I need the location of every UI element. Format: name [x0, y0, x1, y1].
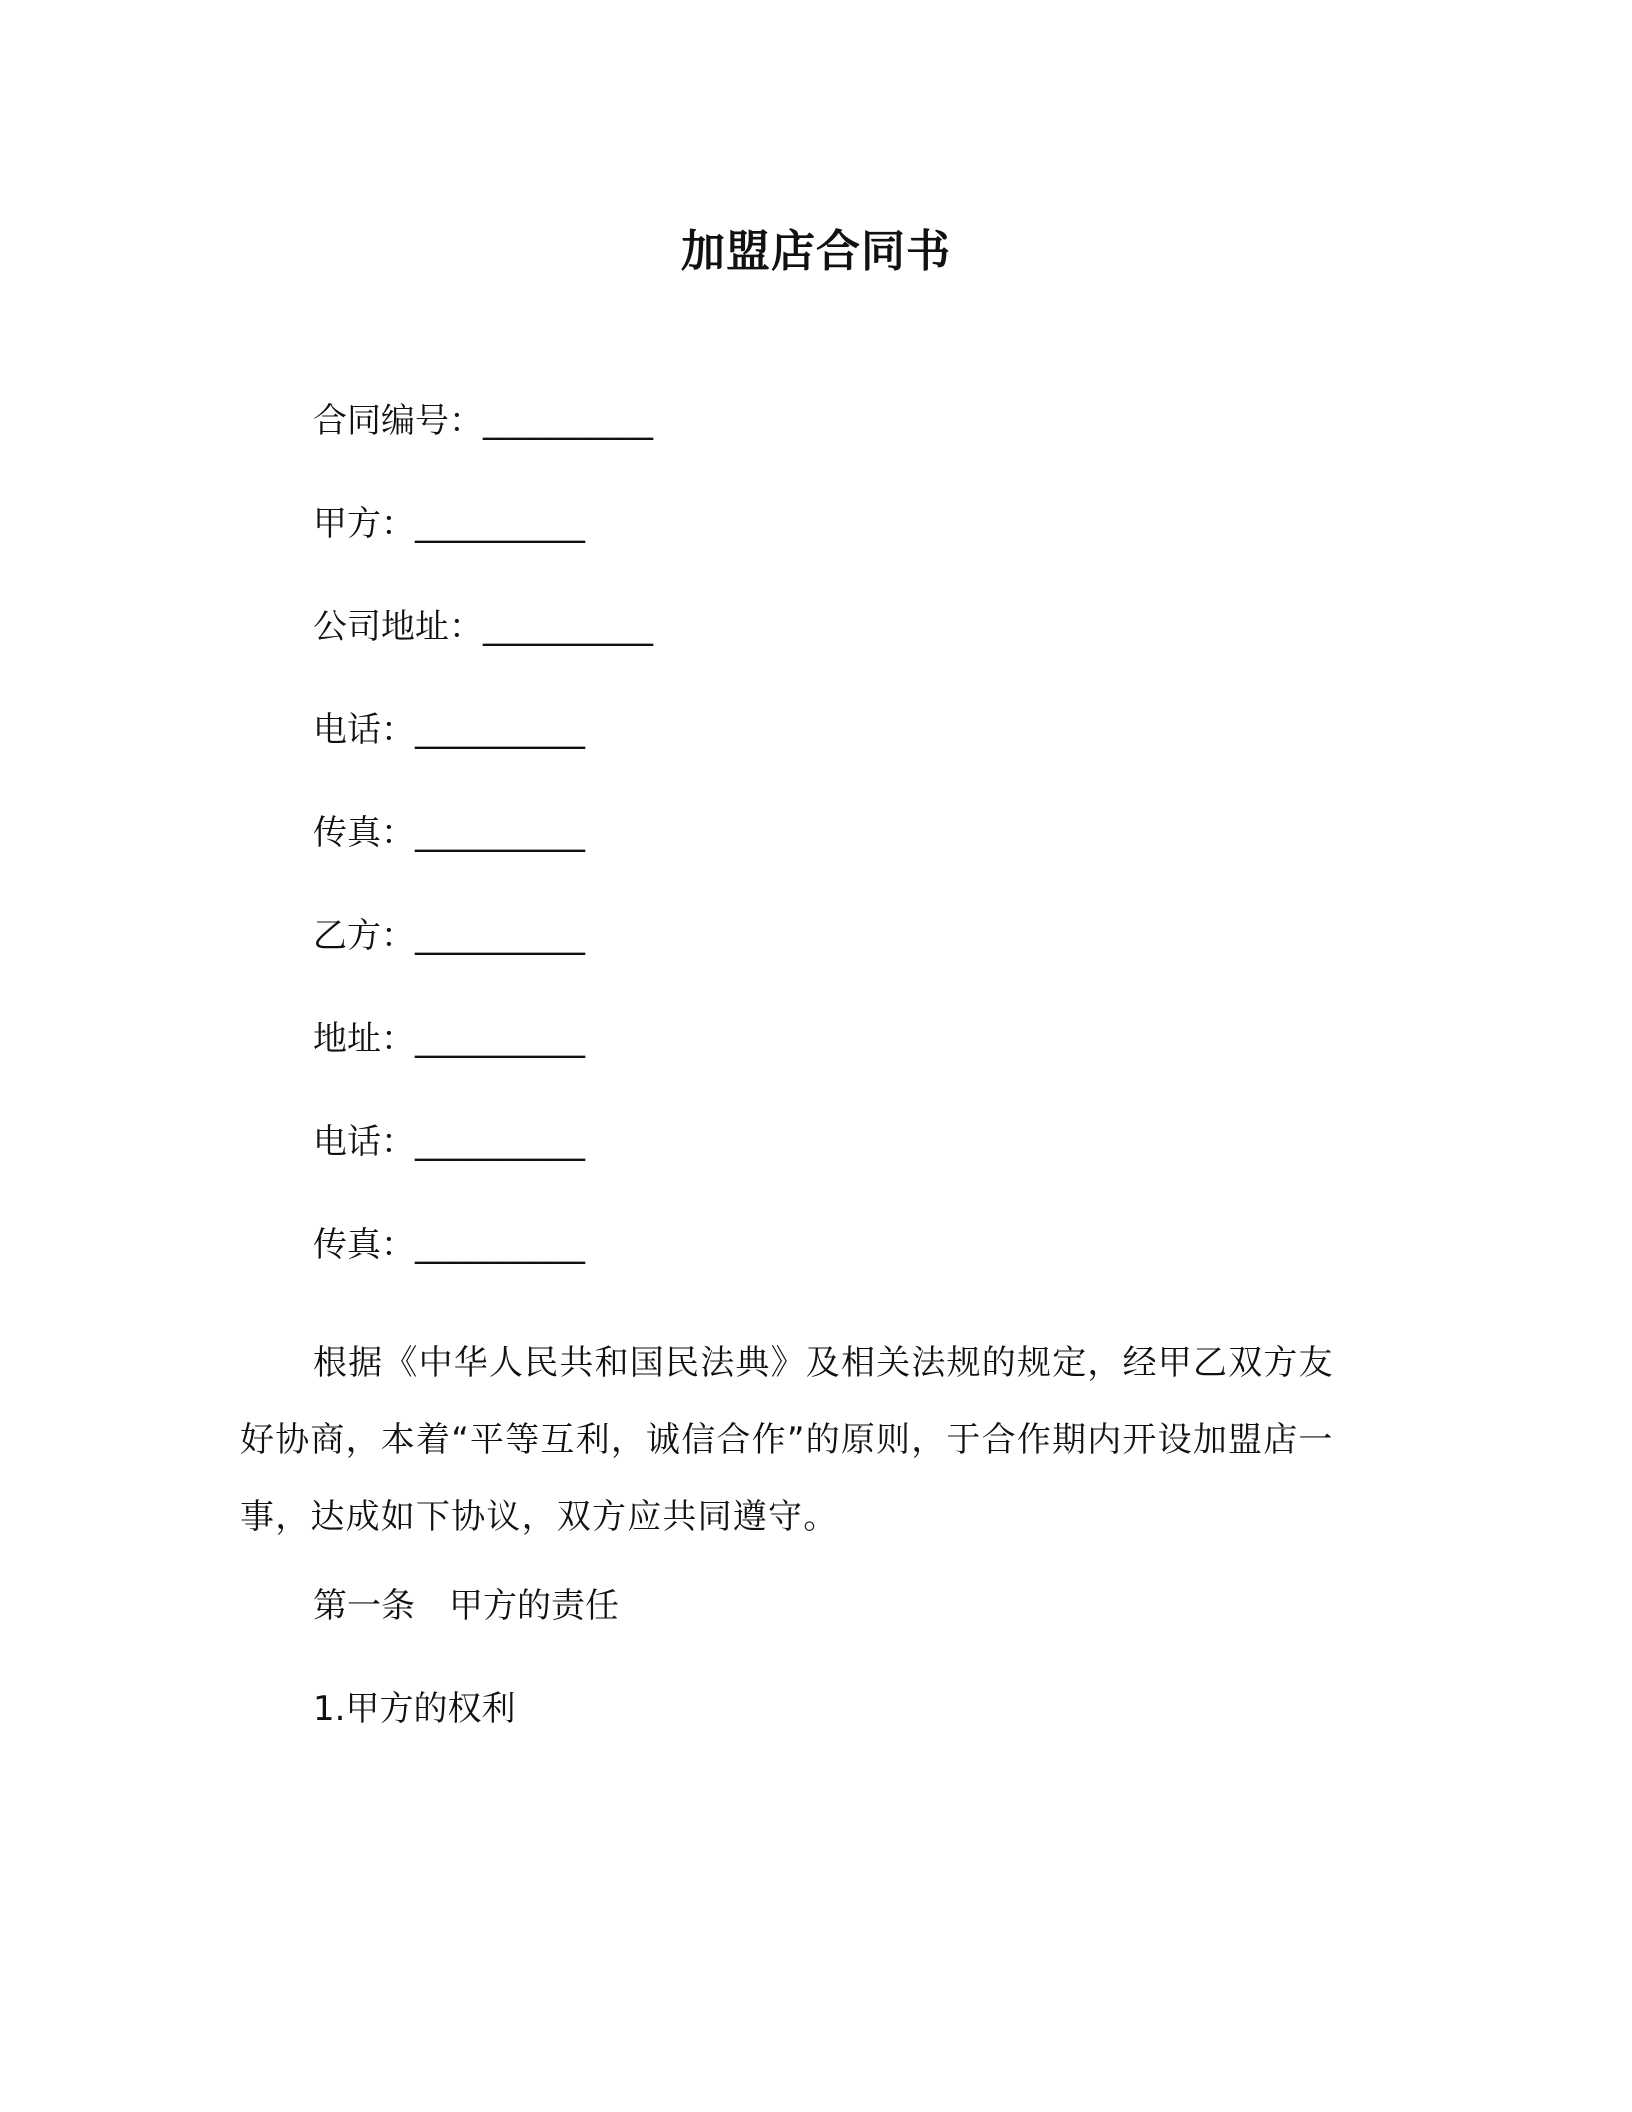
party-b-fax-field	[313, 1222, 585, 1268]
party-a-phone-field	[313, 707, 585, 753]
document-title: 加盟店合同书	[681, 226, 951, 277]
field-label: 电话：	[313, 1122, 415, 1162]
field-blank: __________	[415, 710, 585, 750]
field-label: 电话：	[313, 710, 415, 750]
field-blank: __________	[415, 916, 585, 956]
article-1-item-1: 1.甲方的权利	[313, 1689, 516, 1729]
party-a-field	[313, 501, 585, 547]
field-label: 公司地址：	[313, 607, 483, 647]
article-1-heading: 第一条 甲方的责任	[313, 1586, 619, 1626]
preamble-paragraph: 根据《中华人民共和国民法典》及相关法规的规定，经甲乙双方友好协商，本着“平等互利，诚信合作”的原则，于合作期内开设加盟店一事，达成如下协议，双方应共同遵守。	[240, 1343, 1334, 1537]
field-label: 传真：	[313, 1225, 415, 1265]
field-blank: __________	[415, 504, 585, 544]
party-b-address-field	[313, 1016, 585, 1062]
field-blank: __________	[415, 813, 585, 853]
field-blank: __________	[415, 1122, 585, 1162]
party-b-field	[313, 913, 585, 959]
party-b-phone-field	[313, 1119, 585, 1165]
field-blank: __________	[415, 1019, 585, 1059]
company-address-field	[313, 604, 653, 650]
party-a-fax-field	[313, 810, 585, 856]
field-label: 乙方：	[313, 916, 415, 956]
field-blank: __________	[483, 401, 653, 441]
field-label: 合同编号：	[313, 401, 483, 441]
field-label: 地址：	[313, 1019, 415, 1059]
contract-number-field	[313, 398, 653, 444]
field-label: 传真：	[313, 813, 415, 853]
field-blank: __________	[483, 607, 653, 647]
field-blank: __________	[415, 1225, 585, 1265]
field-label: 甲方：	[313, 504, 415, 544]
